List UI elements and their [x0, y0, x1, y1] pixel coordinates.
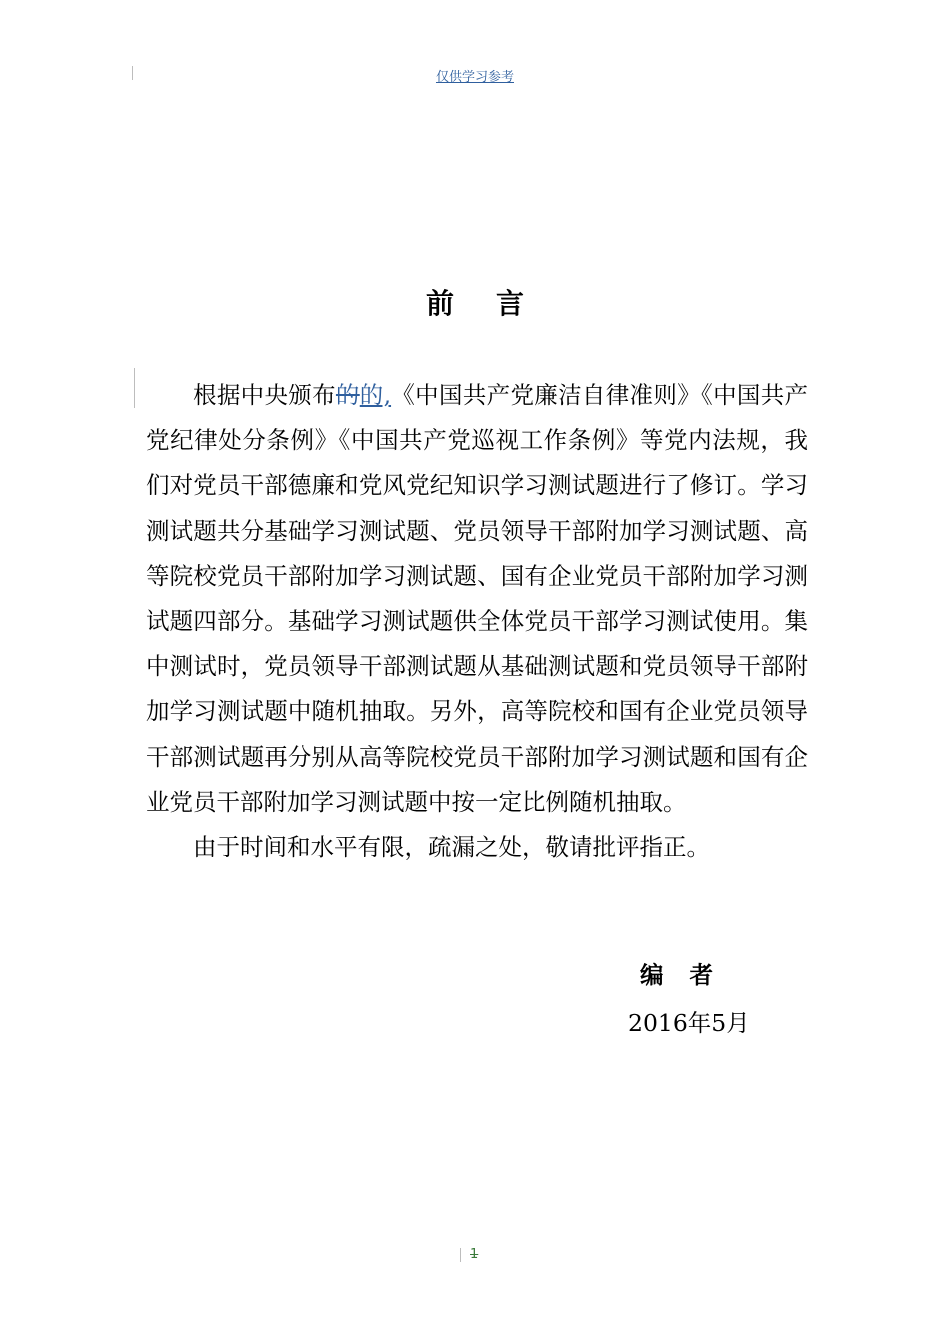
signature-date: 2016年5月	[628, 1009, 750, 1037]
footer-margin-mark	[460, 1248, 461, 1262]
page-title	[0, 282, 950, 322]
page-number: 1	[470, 1247, 479, 1262]
document-body	[146, 373, 808, 870]
signature-char-1: 编	[640, 961, 664, 989]
title-char-1: 前	[425, 287, 454, 320]
paragraph-1-rest: 《中国共产党廉洁自律准则》《中国共产党纪律处分条例》《中国共产党巡视工作条例》等党内法规，我们对党员干部德廉和党风党纪知识学习测试题进行了修订。学习测试题共分基础学习测试题、党员领导干部附加学习测试题、高等院校党员干部附加学习测试题、国有企业党员干部附加学习测试题四部分。基础学习测试题供全体党员干部学习测试使用。集中测试时，党员领导干部测试题从基础测试题和党员领导干部附加学习测试题中随机抽取。另外，高等院校和国有企业党员领导干部测试题再分别从高等院校党员干部附加学习测试题和国有企业党员干部附加学习测试题中按一定比例随机抽取。	[146, 381, 809, 816]
paragraph-2: 由于时间和水平有限，疏漏之处，敬请批评指正。	[193, 833, 710, 862]
paragraph-1-start: 根据中央颁布	[193, 381, 336, 409]
paragraph-change-bar	[134, 368, 135, 408]
tracked-insertion: 的,	[359, 381, 392, 409]
signature-char-2: 者	[689, 961, 713, 989]
page-header: 仅供学习参考	[435, 70, 514, 85]
paragraph-1	[146, 373, 808, 825]
signature-editor	[640, 956, 713, 990]
title-char-2: 言	[496, 287, 525, 320]
tracked-deletion: 的	[335, 381, 360, 409]
